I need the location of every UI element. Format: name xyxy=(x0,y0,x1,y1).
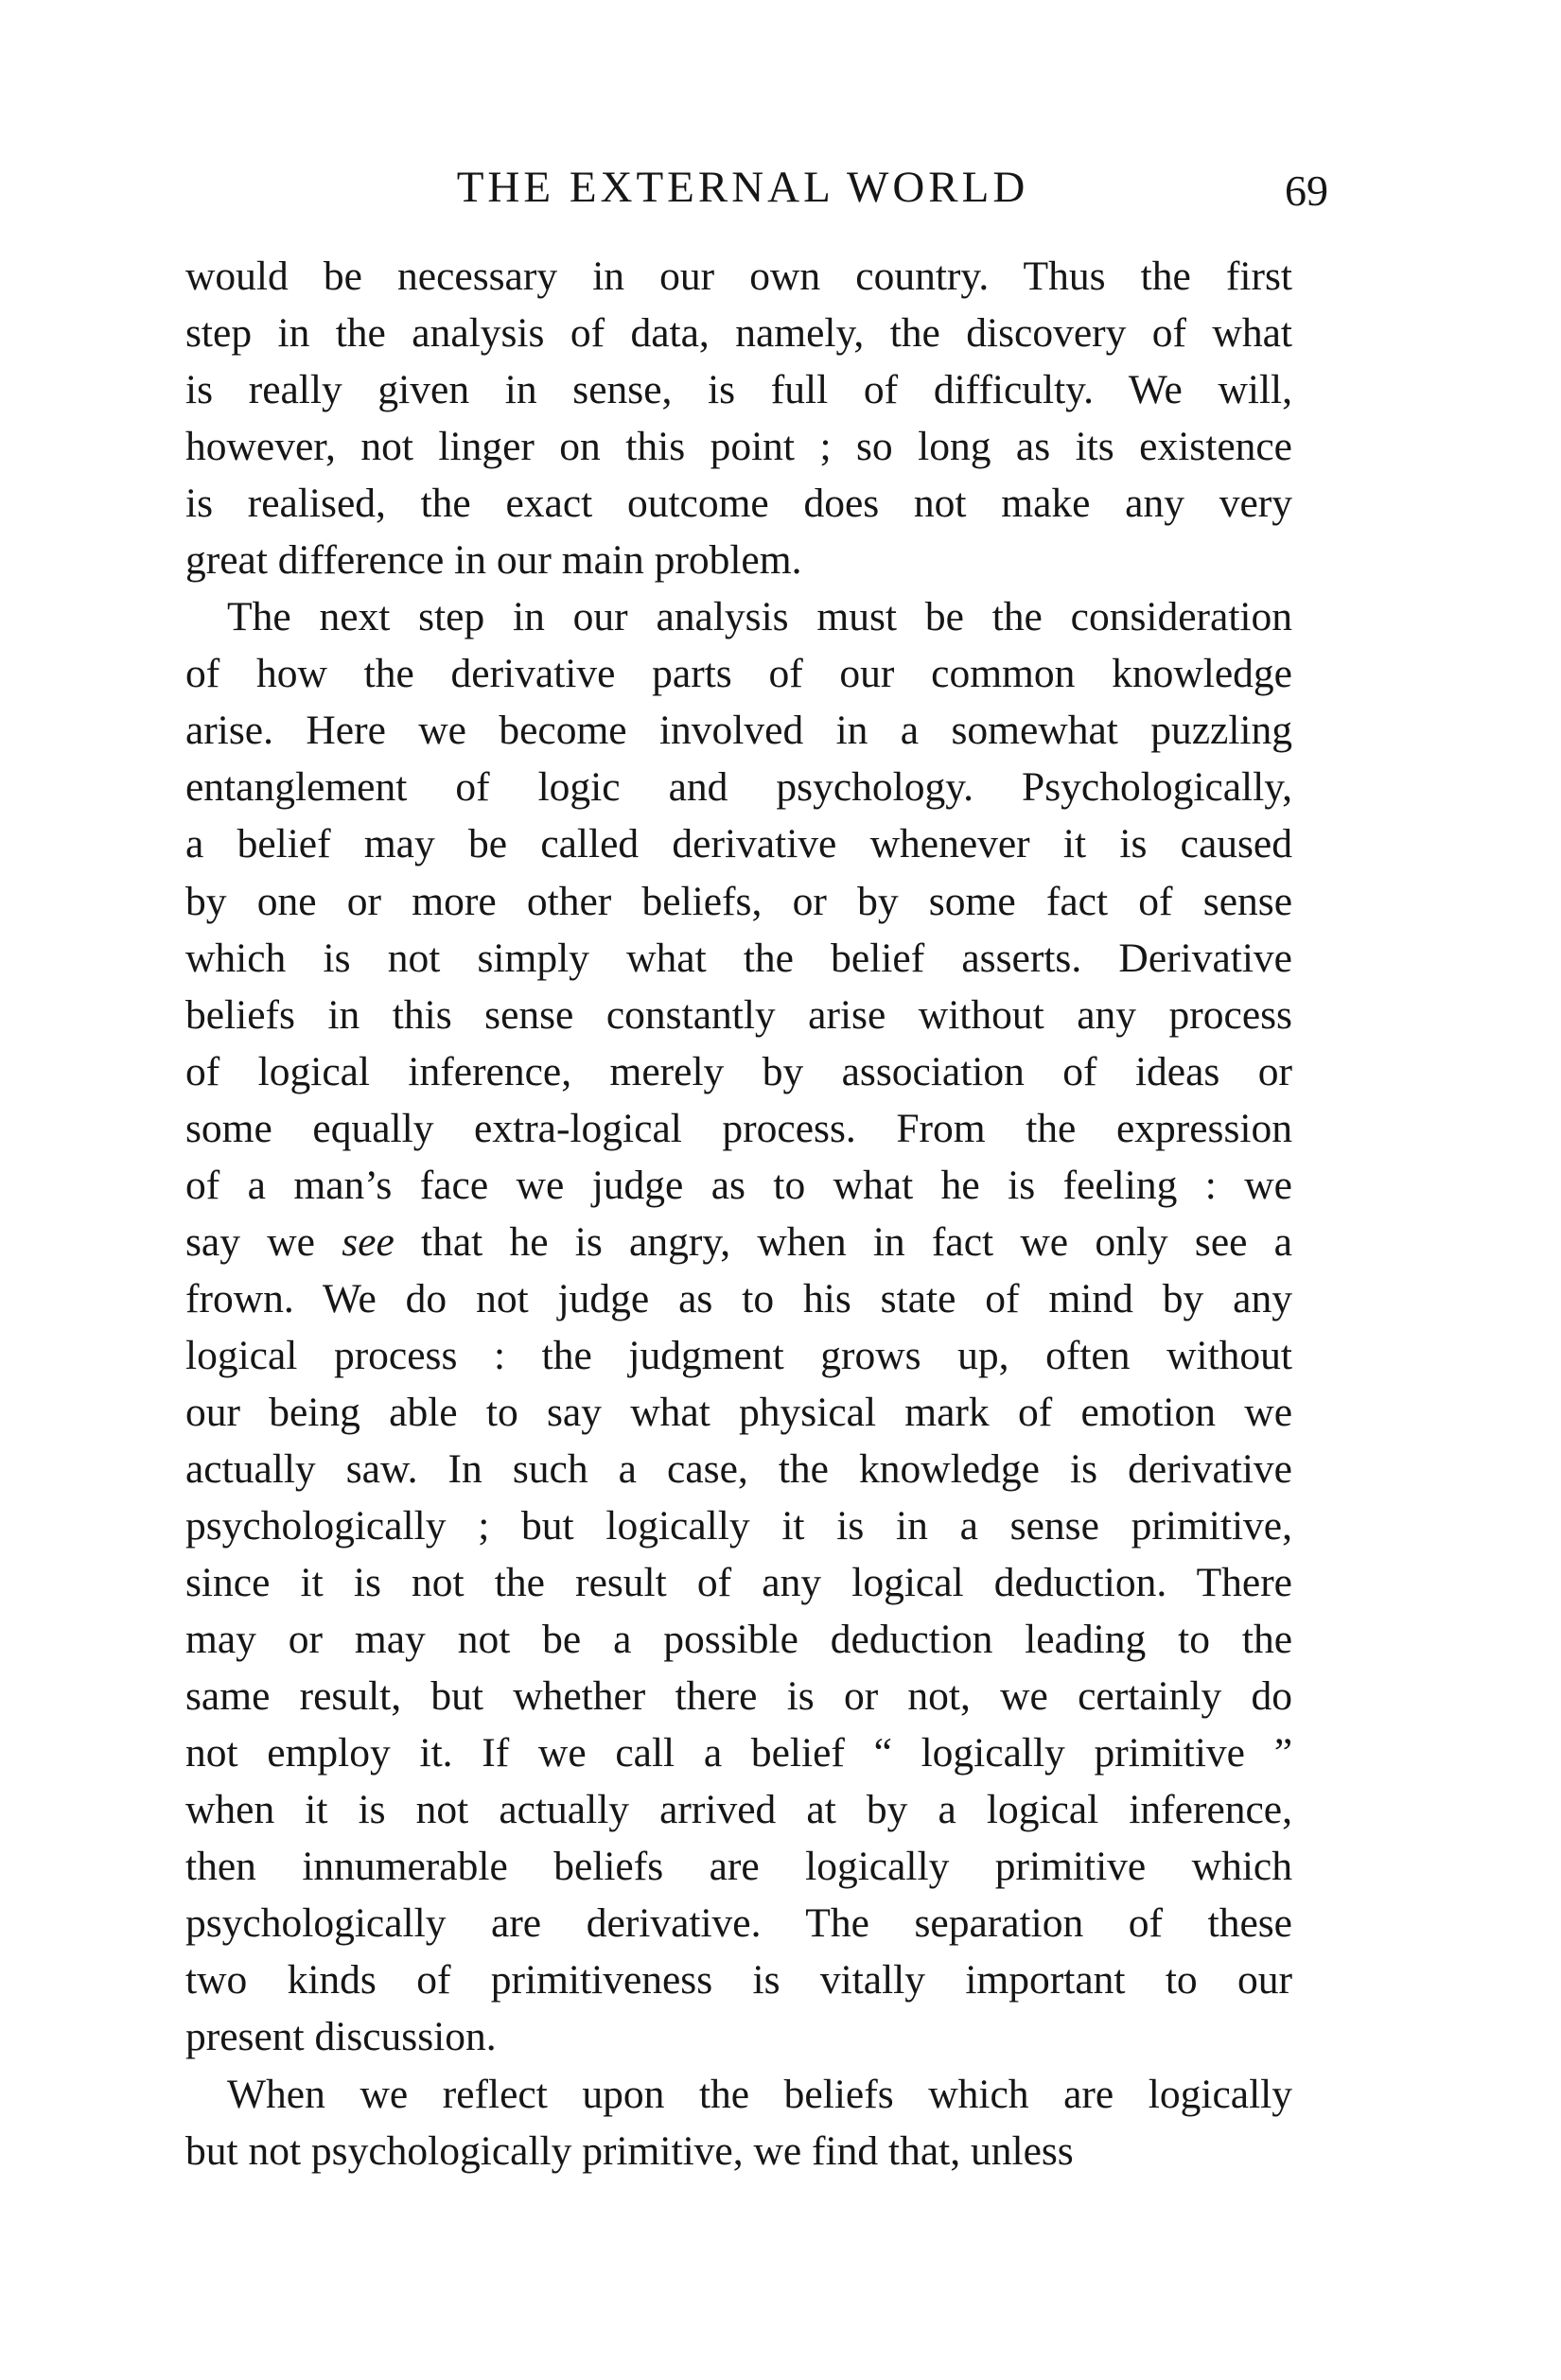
text-line xyxy=(185,2066,1292,2123)
text-line xyxy=(185,702,1292,759)
text-line xyxy=(185,1668,1292,1724)
text-line-content: some equally extra-logical process. From the expression xyxy=(185,1105,1292,1151)
text-line xyxy=(185,1951,1292,2008)
text-line-content: psychologically ; but logically it is in a sense primitive, xyxy=(185,1503,1292,1549)
text-line-content: of logical inference, merely by association of ideas or xyxy=(185,1048,1292,1094)
text-line-content: step in the analysis of data, namely, the discovery of what xyxy=(185,310,1292,357)
text-line-content: psychologically are derivative. The separation of these xyxy=(185,1900,1292,1947)
text-line xyxy=(185,1270,1292,1327)
page-number: 69 xyxy=(1285,166,1328,215)
text-line xyxy=(185,815,1292,872)
text-line xyxy=(185,418,1292,475)
text-line-content: is really given in sense, is full of difficulty. We will, xyxy=(185,367,1292,413)
text-line xyxy=(185,1384,1292,1441)
text-line xyxy=(185,248,1292,305)
text-line-content: beliefs in this sense constantly arise without any process xyxy=(185,991,1292,1038)
text-line-content: great difference in our main problem. xyxy=(185,537,802,584)
text-line-content: arise. Here we become involved in a somewhat puzzling xyxy=(185,708,1292,754)
paragraph xyxy=(185,588,1292,2065)
text-line xyxy=(185,361,1292,418)
text-line-content: but not psychologically primitive, we find that, unless xyxy=(185,2127,1074,2174)
body-text xyxy=(185,248,1292,2179)
text-line xyxy=(185,645,1292,702)
running-head xyxy=(0,159,1561,216)
paragraph xyxy=(185,2066,1292,2179)
text-line-content: a belief may be called derivative whenever it is caused xyxy=(185,821,1292,867)
paragraph xyxy=(185,248,1292,588)
text-line xyxy=(185,1781,1292,1838)
text-line-content: would be necessary in our own country. Thus the first xyxy=(185,254,1292,299)
text-line-content: same result, but whether there is or not, we certainly do xyxy=(185,1673,1292,1720)
text-line xyxy=(185,1895,1292,1951)
text-segment: that he is angry, when in fact we only see a xyxy=(394,1218,1292,1265)
text-line xyxy=(185,1214,1292,1270)
text-line xyxy=(185,588,1292,645)
text-line-content: present discussion. xyxy=(185,2014,497,2060)
text-line xyxy=(185,1554,1292,1611)
text-line-content: may or may not be a possible deduction leading to the xyxy=(185,1617,1292,1663)
running-head-title: THE EXTERNAL WORLD xyxy=(456,163,1029,212)
text-line-content: not employ it. If we call a belief “ logically primitive ” xyxy=(185,1730,1292,1776)
text-line xyxy=(185,1100,1292,1157)
text-line-content: is realised, the exact outcome does not make any very xyxy=(185,481,1292,527)
text-line-content: two kinds of primitiveness is vitally important to our xyxy=(185,1957,1292,2004)
text-line-content: which is not simply what the belief asserts. Derivative xyxy=(185,935,1292,981)
text-line-content: entanglement of logic and psychology. Psychologically, xyxy=(185,764,1292,811)
text-line-content: logical process : the judgment grows up, often without xyxy=(185,1332,1292,1378)
text-line xyxy=(185,1043,1292,1100)
text-line-content xyxy=(185,1214,1292,1270)
text-line-content: by one or more other beliefs, or by some fact of sense xyxy=(185,878,1292,924)
text-line xyxy=(185,2123,1292,2179)
text-line-content: actually saw. In such a case, the knowledge is derivative xyxy=(185,1445,1292,1492)
text-line xyxy=(185,475,1292,532)
text-line xyxy=(185,305,1292,361)
text-line xyxy=(185,2008,1292,2065)
text-line-content: When we reflect upon the beliefs which are logically xyxy=(227,2071,1292,2117)
text-line xyxy=(185,1838,1292,1895)
text-line-content: since it is not the result of any logical deduction. There xyxy=(185,1560,1292,1606)
text-line-content: of how the derivative parts of our common knowledge xyxy=(185,651,1292,697)
text-line-content: when it is not actually arrived at by a logical inference, xyxy=(185,1787,1292,1833)
text-segment: say we xyxy=(185,1218,342,1265)
text-line xyxy=(185,1724,1292,1781)
text-line xyxy=(185,1157,1292,1214)
text-line-content: then innumerable beliefs are logically primitive which xyxy=(185,1844,1292,1890)
text-line xyxy=(185,1327,1292,1384)
text-line xyxy=(185,873,1292,930)
text-line xyxy=(185,930,1292,987)
text-line-content: our being able to say what physical mark of emotion we xyxy=(185,1389,1292,1435)
text-line xyxy=(185,759,1292,815)
text-line-content: The next step in our analysis must be the consideration xyxy=(227,594,1292,640)
text-line xyxy=(185,532,1292,588)
text-line-content: however, not linger on this point ; so long as its existence xyxy=(185,424,1292,470)
text-line-content: of a man’s face we judge as to what he is feeling : we xyxy=(185,1162,1292,1208)
text-line xyxy=(185,1497,1292,1554)
text-line xyxy=(185,1611,1292,1668)
italic-word: see xyxy=(342,1218,395,1265)
text-line xyxy=(185,1441,1292,1497)
text-line xyxy=(185,987,1292,1043)
text-line-content: frown. We do not judge as to his state of mind by any xyxy=(185,1275,1292,1321)
